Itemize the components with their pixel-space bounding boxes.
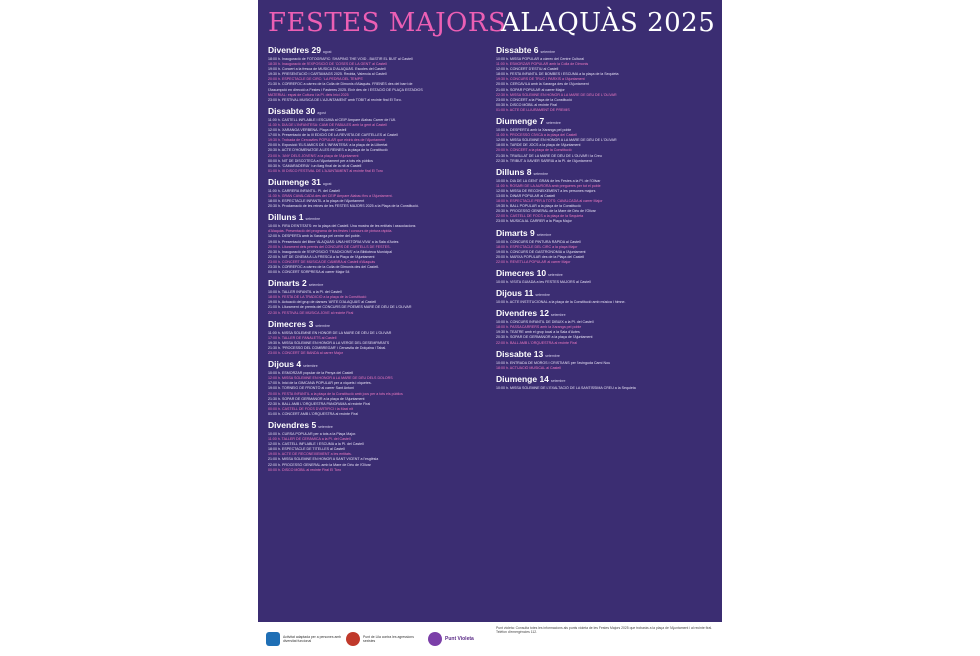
day-block [496,45,720,113]
event-line: 19:00 h. TORNEIG DE FRONTÓ al carrer Sant Antoni [268,386,354,391]
event-line: 12:00 h. CONCERT D'ESTIU al Castell [496,67,559,72]
event-line: 12:00 h. XARANGA VERBENA. Plaça del Castell [268,128,347,133]
event-line: 00:30 h. 'CAMARADERIA' i un llarg final de la nit al Castell [268,163,362,168]
event-line: 23:00 h. FESTIVAL MUSICA DE L'AJUNTAMENT amb TOBIT al recinte firal El Toro. [268,97,402,102]
day-block [268,212,492,275]
title-festes-majors: FESTES MAJORS [268,8,507,38]
day-heading [496,116,720,128]
day-block [496,116,720,164]
event-line: 12:00 h. DESPERTA amb la Xaranga pel centre del poble. [268,234,361,239]
event-line: 18:00 h. ESPECTACLE DE TITELLES al Castell [268,447,345,452]
day-heading [268,106,492,118]
day-name: Diumenge 31 [268,176,321,187]
poster-title [258,5,722,39]
day-heading [496,349,720,361]
event-line: 22:00 h. CASTELL DE FOCS a la plaça de la Sequieta [496,214,584,219]
event-line: 19:00 h. CONCURS DE GASTRONOMIA a l'Ajuntament [496,249,586,254]
event-line: 19:30 h. TEATRE amb el grup local a la Sala d'Actes [496,330,580,335]
day-heading [268,278,492,290]
event-line: 18:00 h. ESPECTACLE PER A TOTS: CAVALCADA al carrer Major [496,199,603,204]
day-month: setembre [540,50,556,54]
event-line: 00:30 h. DISCO MÒBIL al recinte Firal [496,102,557,107]
event-line: 11:30 h. DIA DE L'INFANTESA: CAMI DE FABULES amb la gent al Castell [268,122,387,127]
day-name: Dimecres 10 [496,268,547,278]
event-line: 18:00 h. Inauguració de FOTOGRAFIC: SHAPING THE VOID - BASTIR EL BUIT al Castell [268,57,413,61]
day-name: Dissabte 6 [496,45,539,55]
event-line: 20:30 h. ACTE D'HOMENATGE A LES REINES a la plaça de la Constitució [268,148,388,153]
violet-point-icon [428,632,442,646]
event-line: 00:00 h. CONCERT SORPRESA al carrer Major 54 [268,270,350,275]
event-line: 11:00 h. ESMORZAR POPULAR amb la Colla de Dimonis [496,62,589,67]
program-column-right [496,42,720,622]
day-heading [496,288,720,300]
event-line: 20:00 h. ESPECTACLE DE CIRC: 'LA PEDRA DEL TEMPS' [268,77,364,82]
event-line: 18:00 h. ESPECTACLE DEL CIRC a la plaça Major [496,244,578,249]
festes-poster [258,0,722,656]
title-alaquas-2025: ALAQUÀS 2025 [501,8,716,38]
event-line: 19:00 h. ACTE DE RECONEIXEMENT a les entitats. [268,452,352,457]
event-line: 22:00 h. BALL AMB L'ORQUESTRA al recinte Firal [496,340,578,345]
event-line: 12:00 h. MISSA SOLEMNE EN HONOR A LA MARE DE DÉU DE L'OLIVAR [496,138,617,143]
event-line: 11:00 h. CARRERA INFANTIL. Pl. del Castell [268,188,340,193]
event-line: 10:00 h. MISSA SOLEMNE DE L'EXALTACIÓ DE LA SANTÍSSIMA CREU a la Sequieta [496,385,636,390]
event-line: 20:00 h. MARXA POPULAR des de la Plaça del Castell [496,254,585,259]
event-line: 18:30 h. Inauguració de l'EXPOSICIÓ DE 'COSES DE LA GENT' al Castell [268,62,387,67]
day-month: setembre [308,283,324,288]
event-line: 10:00 h. ACTE INSTITUCIONAL a la plaça de la Constitució amb música i himne. [496,300,626,305]
event-line: 23:00 h. CONCERT a la Plaça de la Constitució [496,97,572,102]
day-month: setembre [545,353,560,358]
day-heading [268,420,492,432]
event-line: 20:00 h. CONCERT a la plaça de la Constitució [496,148,572,153]
day-month: agost [322,181,332,186]
day-month: setembre [303,364,318,369]
event-line: 10:00 h. CONCURS DE PINTURA RÀPIDA al Castell [496,239,581,244]
event-line: 21:00 h. SOPAR POPULAR al carrer Major [496,87,565,92]
event-line: 12:00 h. CASTELL INFLABLE I ESCUMA a la Pl. del Castell [268,442,364,447]
day-block [496,268,720,285]
day-name: Dissabte 30 [268,105,316,116]
day-heading [268,177,492,189]
day-name: Divendres 5 [268,419,317,430]
event-line: l'Assumpció en direcció a Festes i Fasteres 2025. Eixir des de I ESTACIÓ DE PLAÇA ESTADIOS [268,87,423,92]
event-line: 18:00 h. FESTA DE LA TRADICIÓ a la plaça de la Constitució [268,295,367,300]
event-line: 22:30 h. MISSA SOLEMNE EN HONOR A LA MARE DE DÉU DE L'OLIVAR [496,92,617,97]
event-line: 10:00 h. MISSA POPULAR a càrrec del Centre Cultural [496,57,585,61]
day-name: Diumenge 14 [496,373,549,384]
day-name: Dissabte 13 [496,348,544,359]
day-name: Divendres 29 [268,45,321,55]
event-line: 20:30 h. Proclamació de les reines de les FESTES MAJORS 2025 a la Plaça de la Constitució. [268,204,420,209]
event-line: 22:00 h. NIT DE CINEMA A LA FRESCA a la Plaça de l'Ajuntament [268,254,375,259]
day-block [268,106,492,174]
event-line: 10:00 h. VISITA GUIADA a les FESTES MAJORS al Castell [496,280,591,284]
event-line: 22:00 h. PROCESSÓ GENERAL amb la Mare de Déu de l'Olivar [268,462,371,467]
event-line: 20:00 h. Exposició 'ELS AMICS DE L'INFANTESA' a la plaça de la Llibertat [268,143,388,148]
violet-point-logo: Punt Violeta [428,628,485,650]
event-line: 21:00 h. Lliurament de premis del CONCURS DE POEMES MARE DE DÉU DE L'OLIVAR [268,305,412,310]
event-line: 21:30 h. TRASLLAT DE LA MARE DE DÉU DE L'OLIVAR i la Creu [496,153,602,158]
day-month: setembre [535,293,550,298]
event-line: 23:00 h. 'ANY DELS JÒVENS' a la plaça de l'Ajuntament [268,153,359,158]
event-line: 11:30 h. GRAN CAVALCADA des del CEIP Ampare Alabau fins a l'Ajuntament. [268,193,393,198]
event-line: 11:00 h. MISSA SOLEMNE EN HONOR DE LA MARE DE DÉU DE L'OLIVAR [268,330,392,335]
event-line: 18:00 h. ACTUACIÓ MUSICAL al Castell [496,365,561,370]
event-line: 10:00 h. DESPERTÀ amb la Xaranga pel poble [496,128,572,133]
event-line: 17:00 h. TALLER DE FANALETS al Castell [268,335,337,340]
poster-footer [258,622,722,656]
day-heading [268,45,492,57]
day-name: Dijous 4 [268,359,302,370]
day-block [496,288,720,305]
event-line: 01:00 h. III DISCO FESTIVAL DE L'AJUNTAMENT al recinte firal El Toro [268,168,383,173]
event-line: 23:00 h. CONCERT DE BANDA al carrer Major [268,351,343,356]
event-line: 10:00 h. DIA DE LA GENT GRAN de les Festes a la Pl. de l'Olivar [496,178,601,183]
event-line: 11:00 h. TALLER DE CERÀMICA a la Pl. del Castell [268,437,351,442]
day-month: agost [322,50,332,54]
day-name: Dilluns 1 [268,212,304,223]
day-heading [496,45,720,57]
day-heading [268,319,492,331]
event-line: 10:00 h. ENTRADA DE MOROS I CRISTIANS per l'avinguda Camí Nou [496,360,611,365]
event-line: 23:00 h. MÚSICA AL CARRER a la Plaça Major [496,219,572,224]
wheelchair-icon [266,632,280,646]
event-line: 17:00 h. Inici de la GIMCANA POPULAR per a xiquets i xiquetes. [268,381,372,386]
event-line: 22:00 h. REVETLLA POPULAR al carrer Major [496,259,571,264]
event-line: 13:00 h. DINAR POPULAR al Castell [496,193,556,198]
event-line: 18:00 h. TARDE DE JOCS a la plaça de l'Ajuntament [496,143,581,148]
day-month: setembre [550,378,566,383]
day-name: Dijous 11 [496,288,534,299]
event-line: 19:30 h. BALL POPULAR a la plaça de la Constitució [496,204,581,209]
event-line: 19:00 h. Concert a la fresca de MUSICA D'ALAQUÀS. Escoles del Castell [268,67,386,72]
event-line: 20:00 h. Lliurament dels premis del CONCURS DE CARTELLS DE FESTES. [268,244,391,249]
program-column-left [268,42,492,622]
event-line: 18:00 h. ESPECTACLE INFANTIL a la plaça de l'Ajuntament [268,199,365,204]
event-line: 00:00 h. DISCO MÒBIL al recinte Firal El Toro [268,467,342,472]
day-month: setembre [305,217,321,222]
day-name: Dilluns 8 [496,166,532,177]
day-name: Dimecres 3 [268,318,314,329]
event-line: 22:30 h. TRIBUT A XAVIER SARRIÀ a la Pl. de l'Ajuntament [496,158,592,163]
hand-icon [346,632,360,646]
event-line: 19:30 h. Trobada de Cercaviles POPULAR que eixirà des de l'Ajuntament [268,138,386,143]
event-line: 20:30 h. PROCESSÓ GENERAL de la Mare de Déu de l'Olivar [496,209,596,214]
event-line: 21:00 h. MISSA SOLEMNE EN HONOR A SANT VICENT a l'església [268,457,379,462]
event-line: 20:00 h. FESTA INFANTIL a la plaça de la Constitució amb jocs per a tots els públics [268,391,403,396]
day-heading [268,359,492,371]
day-name: Dimarts 9 [496,227,535,238]
event-line: 21:30 h. CORREFOC a càrrec de la Colla de Dimonis d'Alaquàs. FRENÉS des del barri de [268,82,413,87]
day-month: setembre [318,424,333,429]
day-name: Dimarts 2 [268,278,307,289]
event-line: 20:30 h. SOPAR DE GERMANOR a la plaça de l'Ajuntament [496,335,593,340]
event-line: 19:30 h. CONCURS DE TRUC I PARXÍS a l'Ajuntament [496,77,585,82]
event-line: 17:00 h. Presentació de la III EDICIÓ DE LA REVISTA DE CARTELLES al Castell [268,133,398,138]
event-line: 10:00 h. FIRA D'ENTITATS: en la plaça del Castell. Una mostra de les entitats i associacions [268,224,416,229]
day-month: setembre [550,313,566,318]
day-heading [268,212,492,224]
day-block [268,177,492,209]
event-line: 00:00 h. CASTELL DE FOCS D'ARTIFICI i la Maxi nit [268,406,353,411]
day-month: setembre [533,171,549,176]
day-month: setembre [548,273,563,277]
event-line: 11:00 h. CASTELL INFLABLE I ESCUMA al CEIP Ampare Alabau Carrer de l'Ull. [268,117,397,122]
day-block [268,319,492,356]
event-line: 11:00 h. PROCESSÓ CÍVICA a la plaça del Castell [496,133,578,138]
day-block [268,278,492,315]
day-name: Divendres 12 [496,308,549,319]
day-block [268,359,492,417]
event-line: 23:30 h. CORREFOC a càrrec de la Colla de Dimonis des del Castell. [268,265,380,269]
day-heading [496,167,720,179]
day-block [496,228,720,265]
day-name: Diumenge 7 [496,116,545,127]
event-line: 10:00 h. CURSA POPULAR per a tots a la Plaça Major. [268,431,357,436]
event-line: 12:00 h. MISSA SOLEMNE EN HONOR A LA MARE DE DÉU DELS DOLORS [268,376,393,381]
event-line: 11:00 h. ROSARI DE LA AURORA amb pregueres per tot el poble [496,183,601,188]
event-line: 12:00 h. MISSA DE RECONEIXEMENT a les persones majors [496,188,596,193]
event-line: 18:00 h. PASSACARRERS amb la Xaranga pel poble [496,325,582,330]
event-line: 10:00 h. TALLER INFANTIL a la Pl. del Castell [268,290,342,295]
event-line: 19:00 h. Presentació del llibre 'ALAQUÀS: UNA HISTÒRIA VIVA' a la Sala d'Actes [268,239,399,244]
day-heading [496,268,720,280]
event-line: d'Alaquàs. Presentació del programa de les festes i concurs de pintura ràpida. [268,229,393,234]
day-block [496,308,720,345]
lila-point-logo: Punt de Lila contra les agressions sexistes [346,628,423,650]
event-line: 10:00 h. ESMORZAR popular de la Penya del Castell [268,371,354,376]
day-heading [496,308,720,320]
event-line: 23:00 h. CONCERT DE MÚSICA DE CAMBRA al Castell d'Alaquàs [268,259,376,264]
day-month: agost [317,110,326,115]
event-line: 19:00 h. Actuació del grup de danses 'ARTE D'ALAQUÀS' al Castell [268,300,377,305]
event-line: 18:00 h. FESTA INFANTIL DE BOMBES i ESCUMA a la plaça de la Sequieta [496,72,619,77]
event-line: 19:30 h. MISSA SOLEMNE EN HONOR A LA VERGE DEL DESEMPARATS [268,340,390,345]
footer-note: Punt violeta: Consulta totes les informacions als punts violeta de les Festes Majors 2025 que trobaràs a la plaça de l'Ajuntament i al recinte firal. Telèfon d'emergències 112. [496,626,713,635]
day-month: setembre [546,121,561,126]
day-block [496,374,720,391]
event-line: 01:00 h. CONCERT AMB L'ORQUESTRA al recinte Firal [268,411,359,416]
event-line: 22:30 h. BALL AMB L'ORQUESTRA PANORAMA al recinte Firal [268,401,371,406]
event-line: 20:00 h. CERCAVILA amb la Xaranga des de l'Ajuntament [496,82,589,87]
day-month: setembre [536,232,552,237]
day-block [268,45,492,103]
accessibility-logo: Activitat adaptada per a persones amb diversitat funcional [266,628,343,650]
event-line: 20:30 h. Inauguració de l'EXPOSICIÓ 'TRADICIONS' a la Biblioteca Municipal [268,249,393,254]
day-month: setembre [315,323,330,328]
day-block [496,349,720,371]
day-block [268,420,492,473]
event-line: 01:00 h. ACTE DE LLIURAMENT DE PREMIS [496,107,570,112]
event-line: 21:30 h. 'PROCESSÓ DEL COMBREGAR' i Cercavila de Dolçaina i Tabal. [268,345,387,350]
event-line: MATERIAL: espai de Cultura i la Pl. dels Inici 2025 [268,92,349,97]
event-line: 19:30 h. PRESENTACIÓ I CARTAMAGS 2025. Reobla, Valencia al Castell [268,72,387,77]
event-line: 21:30 h. SOPAR DE GERMANOR a la plaça de l'Ajuntament [268,396,365,401]
day-block [496,167,720,225]
day-heading [496,374,720,386]
day-heading [496,228,720,240]
event-line: 10:00 h. CONCURS INFANTIL DE DIBUIX a la Pl. del Castell [496,320,594,325]
event-line: 00:00 h. NIT DE DISCOTECA a l'Ajuntament per a tots els públics [268,158,373,163]
event-line: 22:30 h. FESTIVAL DE MÚSICA JOVE al recinte Firal [268,310,354,315]
